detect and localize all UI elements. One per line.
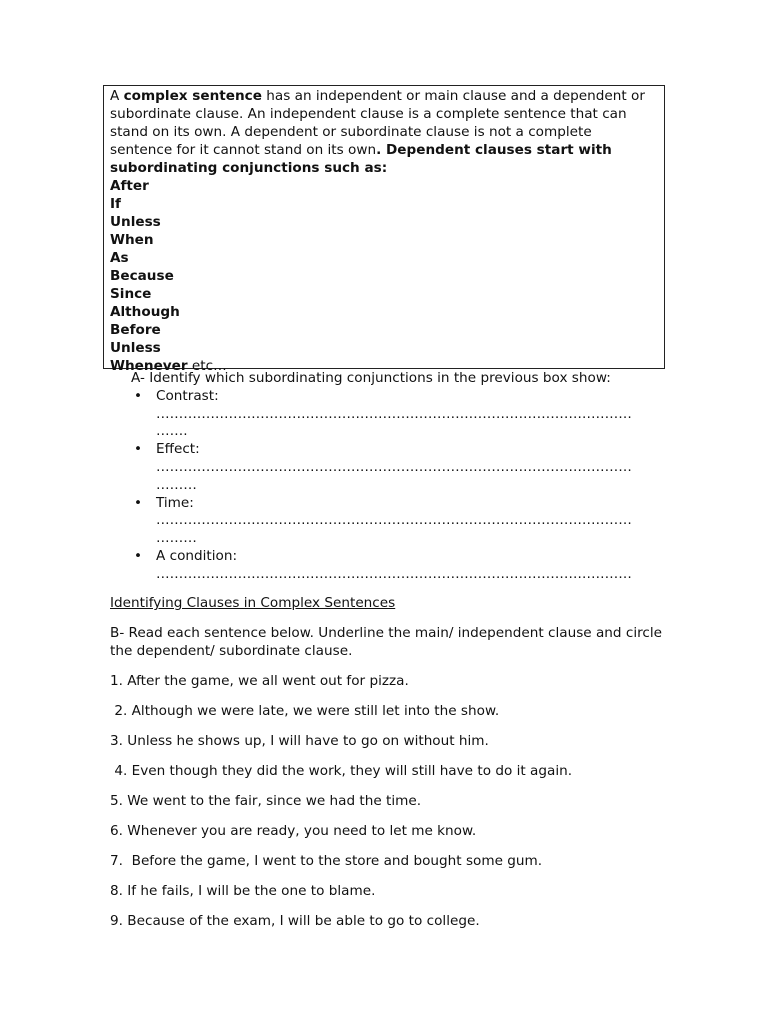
- etc-text: etc…: [187, 358, 227, 374]
- answer-blank-cont[interactable]: ………: [156, 530, 197, 547]
- conjunction-item: If: [110, 196, 121, 212]
- answer-item-time: [131, 495, 661, 548]
- answer-blank[interactable]: ……………………………………………………………………………………………: [156, 405, 632, 422]
- answer-blank[interactable]: ……………………………………………………………………………………………: [156, 565, 632, 582]
- answer-label: Time:: [156, 494, 194, 511]
- section-b-heading: Identifying Clauses in Complex Sentences: [110, 595, 396, 611]
- conjunction-item: After: [110, 178, 149, 194]
- sentence-item: 7. Before the game, I went to the store and bought some gum.: [110, 853, 543, 869]
- conjunction-item: Unless: [110, 340, 161, 356]
- conjunction-item: Before: [110, 322, 161, 338]
- section-b-instruction: B- Read each sentence below. Underline the main/ independent clause and circle the dependent/ subordinate clause.: [110, 625, 663, 659]
- definition-intro-bold-2: . Dependent clauses start with subordinating conjunctions such as:: [110, 142, 612, 176]
- section-a: [131, 370, 661, 584]
- answer-item-contrast: [131, 388, 661, 441]
- answer-item-condition: [131, 548, 661, 584]
- conjunction-item: Since: [110, 286, 152, 302]
- sentence-item: 9. Because of the exam, I will be able to go to college.: [110, 913, 480, 929]
- conjunction-item: When: [110, 232, 154, 248]
- definition-intro-2: has an independent or main clause and a dependent or subordinate clause. An independent clause is a complete sentence that can stand on its own. A dependent or subordinate clause is not a complete sentence for it cannot stand on its own: [110, 88, 645, 158]
- sentence-item: 4. Even though they did the work, they will still have to do it again.: [110, 763, 573, 779]
- section-a-question: A- Identify which subordinating conjunctions in the previous box show:: [131, 370, 611, 386]
- definition-intro-1: A: [110, 88, 124, 104]
- answer-item-effect: [131, 441, 661, 494]
- answer-blank[interactable]: ……………………………………………………………………………………………: [156, 512, 632, 529]
- sentence-item: 6. Whenever you are ready, you need to let me know.: [110, 823, 477, 839]
- bullet-icon: •: [134, 387, 143, 404]
- sentence-item: 8. If he fails, I will be the one to blame.: [110, 883, 376, 899]
- conjunction-item: Whenever: [110, 358, 188, 374]
- answer-label: A condition:: [156, 547, 238, 564]
- definition-term: complex sentence: [123, 88, 262, 104]
- definition-text: [110, 87, 658, 177]
- answer-label: Contrast:: [156, 387, 219, 404]
- answer-blank-cont[interactable]: ………: [156, 476, 197, 493]
- bullet-icon: •: [134, 494, 143, 511]
- definition-box: [103, 85, 665, 374]
- bullet-icon: •: [134, 441, 143, 458]
- answer-blank-cont[interactable]: …….: [156, 423, 188, 440]
- sentence-item: 3. Unless he shows up, I will have to go on without him.: [110, 733, 489, 749]
- answer-blank[interactable]: ……………………………………………………………………………………………: [156, 458, 632, 475]
- conjunction-item: Unless: [110, 214, 161, 230]
- bullet-icon: •: [134, 547, 143, 564]
- sentence-item: 5. We went to the fair, since we had the time.: [110, 793, 422, 809]
- section-b: [110, 594, 670, 942]
- sentence-item: 2. Although we were late, we were still let into the show.: [110, 703, 500, 719]
- sentence-item: 1. After the game, we all went out for pizza.: [110, 673, 409, 689]
- conjunction-item: Because: [110, 268, 174, 284]
- answer-label: Effect:: [156, 441, 200, 458]
- conjunction-item: As: [110, 250, 129, 266]
- conjunction-item: Although: [110, 304, 180, 320]
